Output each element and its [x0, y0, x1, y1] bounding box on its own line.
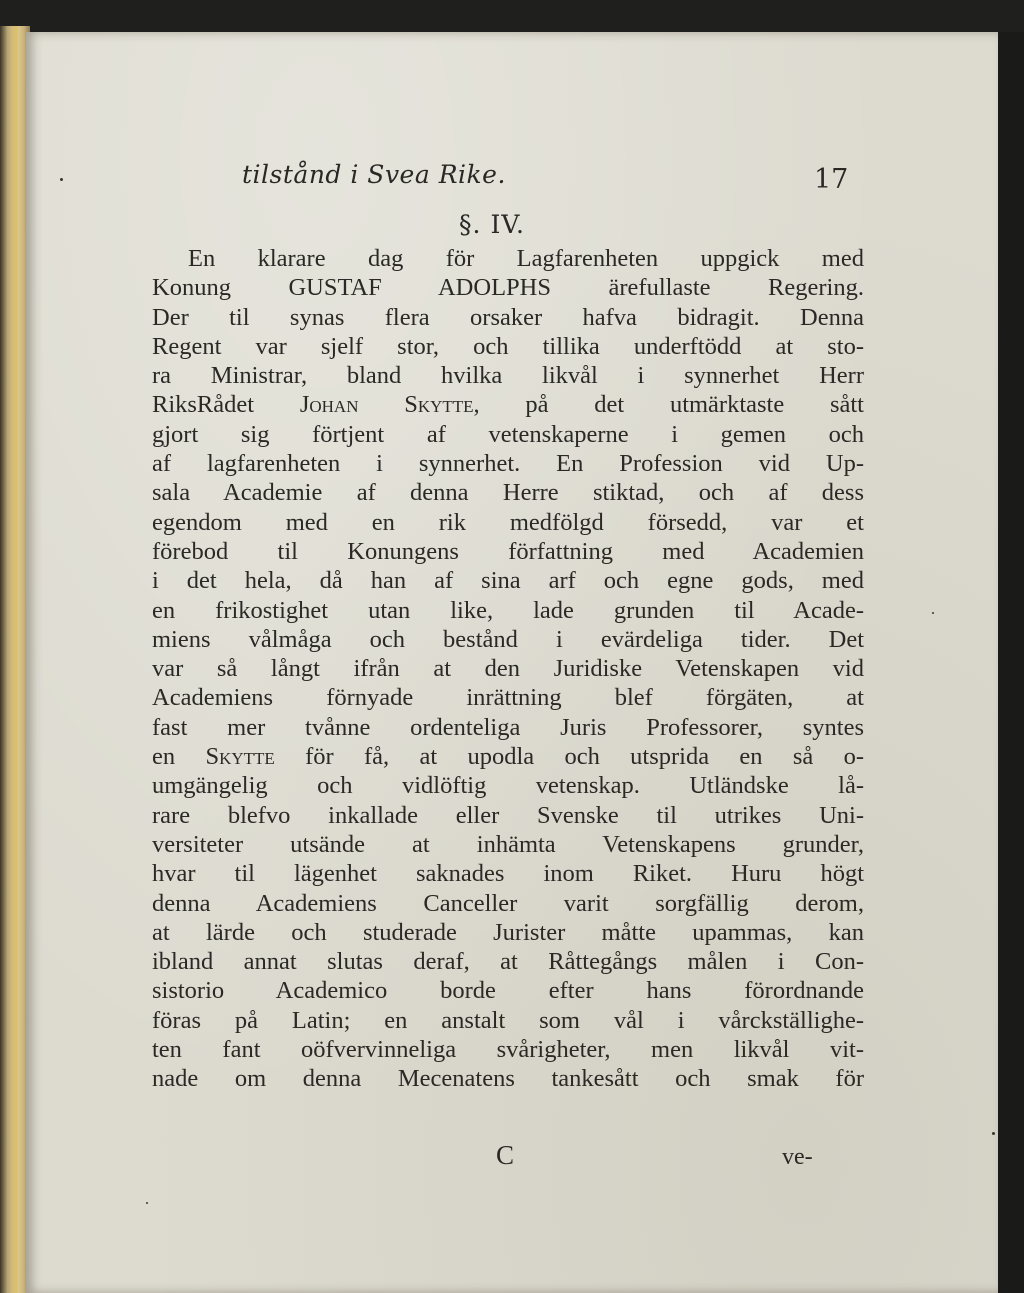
text-line: föras på Latin; en anstalt som vål i vårckställighe- [152, 1006, 864, 1034]
text-line [152, 742, 864, 771]
text-line: versiteter utsände at inhämta Vetenskapens grunder, [152, 830, 864, 858]
spine-gilt-strip [12, 26, 18, 1293]
text-line: sala Academie af denna Herre stiktad, och af dess [152, 479, 864, 507]
text-line: ra Ministrar, bland hvilka likvål i synnerhet Herr [152, 362, 864, 390]
text-line: Der til synas flera orsaker hafva bidragit. Denna [152, 303, 864, 331]
text-line: umgängelig och vidlöftig vetenskap. Utländske lå- [152, 772, 864, 800]
text-line: i det hela, då han af sina arf och egne gods, med [152, 567, 864, 595]
text-line-start: RiksRådet [152, 391, 300, 419]
text-line: at lärde och studerade Jurister måtte upammas, kan [152, 918, 864, 946]
text-line: ten fant oöfvervinneliga svårigheter, men likvål vit- [152, 1036, 864, 1064]
text-line: förebod til Konungens författning med Academien [152, 537, 864, 565]
text-line: fast mer tvånne ordenteliga Juris Professorer, syntes [152, 713, 864, 741]
text-line-end: för få, at upodla och utsprida en så o- [274, 743, 865, 771]
signature-mark: C [496, 1140, 515, 1170]
running-head: tilstånd i Svea Rike. [242, 160, 506, 189]
catchword: ve- [782, 1144, 813, 1170]
text-line-end: , på det utmärktaste sått [473, 391, 864, 419]
page-header [26, 160, 998, 200]
page-number: 17 [814, 164, 849, 195]
text-line-start: en [152, 743, 206, 771]
person-name-johan-skytte: Johan Skytte [299, 391, 474, 419]
text-line: Academiens förnyade inrättning blef förgäten, at [152, 684, 864, 712]
paper-speck [146, 1202, 148, 1204]
text-line: egendom med en rik medfölgd försedd, var et [152, 508, 864, 536]
text-line: rare blefvo inkallade eller Svenske til utrikes Uni- [152, 801, 864, 829]
text-line: nade om denna Mecenatens tankesått och smak för [152, 1065, 864, 1093]
text-line: ibland annat slutas deraf, at Råttegångs målen i Con- [152, 948, 864, 976]
text-line: var så långt ifrån at den Juridiske Vetenskapen vid [152, 655, 864, 683]
text-line: Regent var sjelf stor, och tillika underftödd at sto- [152, 332, 864, 360]
text-line: En klarare dag för Lagfarenheten uppgick med [188, 245, 864, 272]
text-line: denna Academiens Canceller varit sorgfällig derom, [152, 889, 864, 917]
paper-speck [992, 1132, 995, 1135]
text-line: miens vålmåga och bestånd i evärdeliga tider. Det [152, 625, 864, 653]
text-line: sistorio Academico borde efter hans förordnande [152, 977, 864, 1005]
text-line: af lagfarenheten i synnerhet. En Profession vid Up- [152, 450, 864, 478]
paper-speck [60, 178, 63, 181]
page-edge-shadow [998, 32, 1024, 1293]
book-page [26, 32, 998, 1293]
text-line [152, 390, 864, 419]
text-line: gjort sig förtjent af vetenskaperne i gemen och [152, 420, 864, 448]
person-name-skytte: Skytte [205, 743, 275, 771]
section-heading: §. IV. [459, 210, 525, 239]
text-line: hvar til lägenhet saknades inom Riket. Huru högt [152, 860, 864, 888]
body-text [152, 244, 864, 1094]
text-line: Konung GUSTAF ADOLPHS ärefullaste Regering. [152, 274, 864, 302]
paper-speck [932, 612, 934, 614]
text-line: en frikostighet utan like, lade grunden til Acade- [152, 596, 864, 624]
